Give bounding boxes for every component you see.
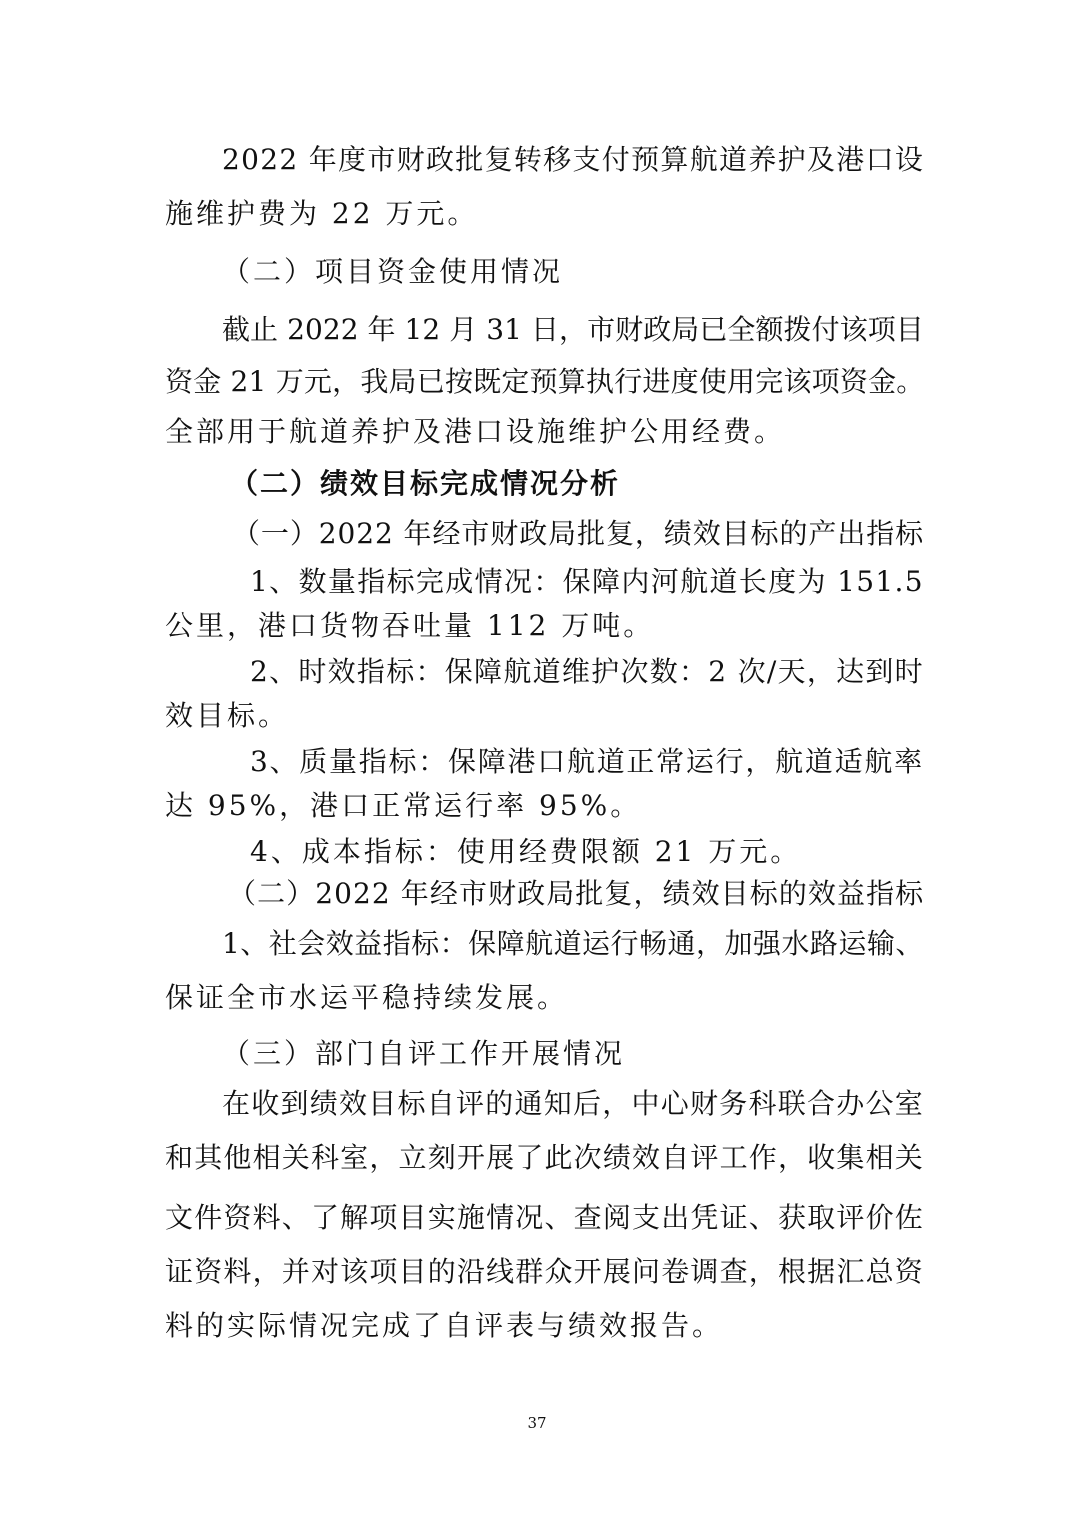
list-item: 4、成本指标：使用经费限额 21 万元。 (250, 835, 802, 868)
list-item: 1、数量指标完成情况：保障内河航道长度为 151.5 (250, 565, 924, 598)
list-item: 3、质量指标：保障港口航道正常运行，航道适航率 (250, 745, 924, 778)
section-heading: （三）部门自评工作开展情况 (222, 1037, 626, 1070)
section-heading: （二）项目资金使用情况 (222, 255, 564, 288)
paragraph-line: 证资料，并对该项目的沿线群众开展问卷调查，根据汇总资 (165, 1255, 924, 1288)
paragraph-line: 2022 年度市财政批复转移支付预算航道养护及港口设 (222, 143, 925, 176)
bold-section-heading: （二）绩效目标完成情况分析 (230, 467, 621, 500)
paragraph-line: 施维护费为 22 万元。 (165, 197, 479, 230)
paragraph-line: 保证全市水运平稳持续发展。 (165, 981, 569, 1014)
list-item: 2、时效指标：保障航道维护次数：2 次/天，达到时 (250, 655, 924, 688)
paragraph-line: 资金 21 万元，我局已按既定预算执行进度使用完该项资金。 (165, 365, 925, 398)
page-number: 37 (527, 1414, 547, 1432)
paragraph-line: 效目标。 (165, 699, 290, 732)
paragraph-line: 全部用于航道养护及港口设施维护公用经费。 (165, 415, 786, 448)
paragraph-line: 料的实际情况完成了自评表与绩效报告。 (165, 1309, 724, 1342)
paragraph-line: 和其他相关科室，立刻开展了此次绩效自评工作，收集相关 (165, 1141, 924, 1174)
paragraph-line: 达 95%，港口正常运行率 95%。 (165, 789, 642, 822)
paragraph-line: 截止 2022 年 12 月 31 日，市财政局已全额拨付该项目 (222, 313, 924, 346)
subsection-heading: （二）2022 年经市财政局批复，绩效目标的效益指标 (228, 877, 925, 910)
paragraph-line: 文件资料、了解项目实施情况、查阅支出凭证、获取评价佐 (165, 1201, 924, 1234)
list-item: 1、社会效益指标：保障航道运行畅通，加强水路运输、 (222, 927, 924, 960)
paragraph-line: 公里，港口货物吞吐量 112 万吨。 (165, 609, 655, 642)
subsection-heading: （一）2022 年经市财政局批复，绩效目标的产出指标 (232, 517, 925, 550)
paragraph-line: 在收到绩效目标自评的通知后，中心财务科联合办公室 (222, 1087, 925, 1120)
